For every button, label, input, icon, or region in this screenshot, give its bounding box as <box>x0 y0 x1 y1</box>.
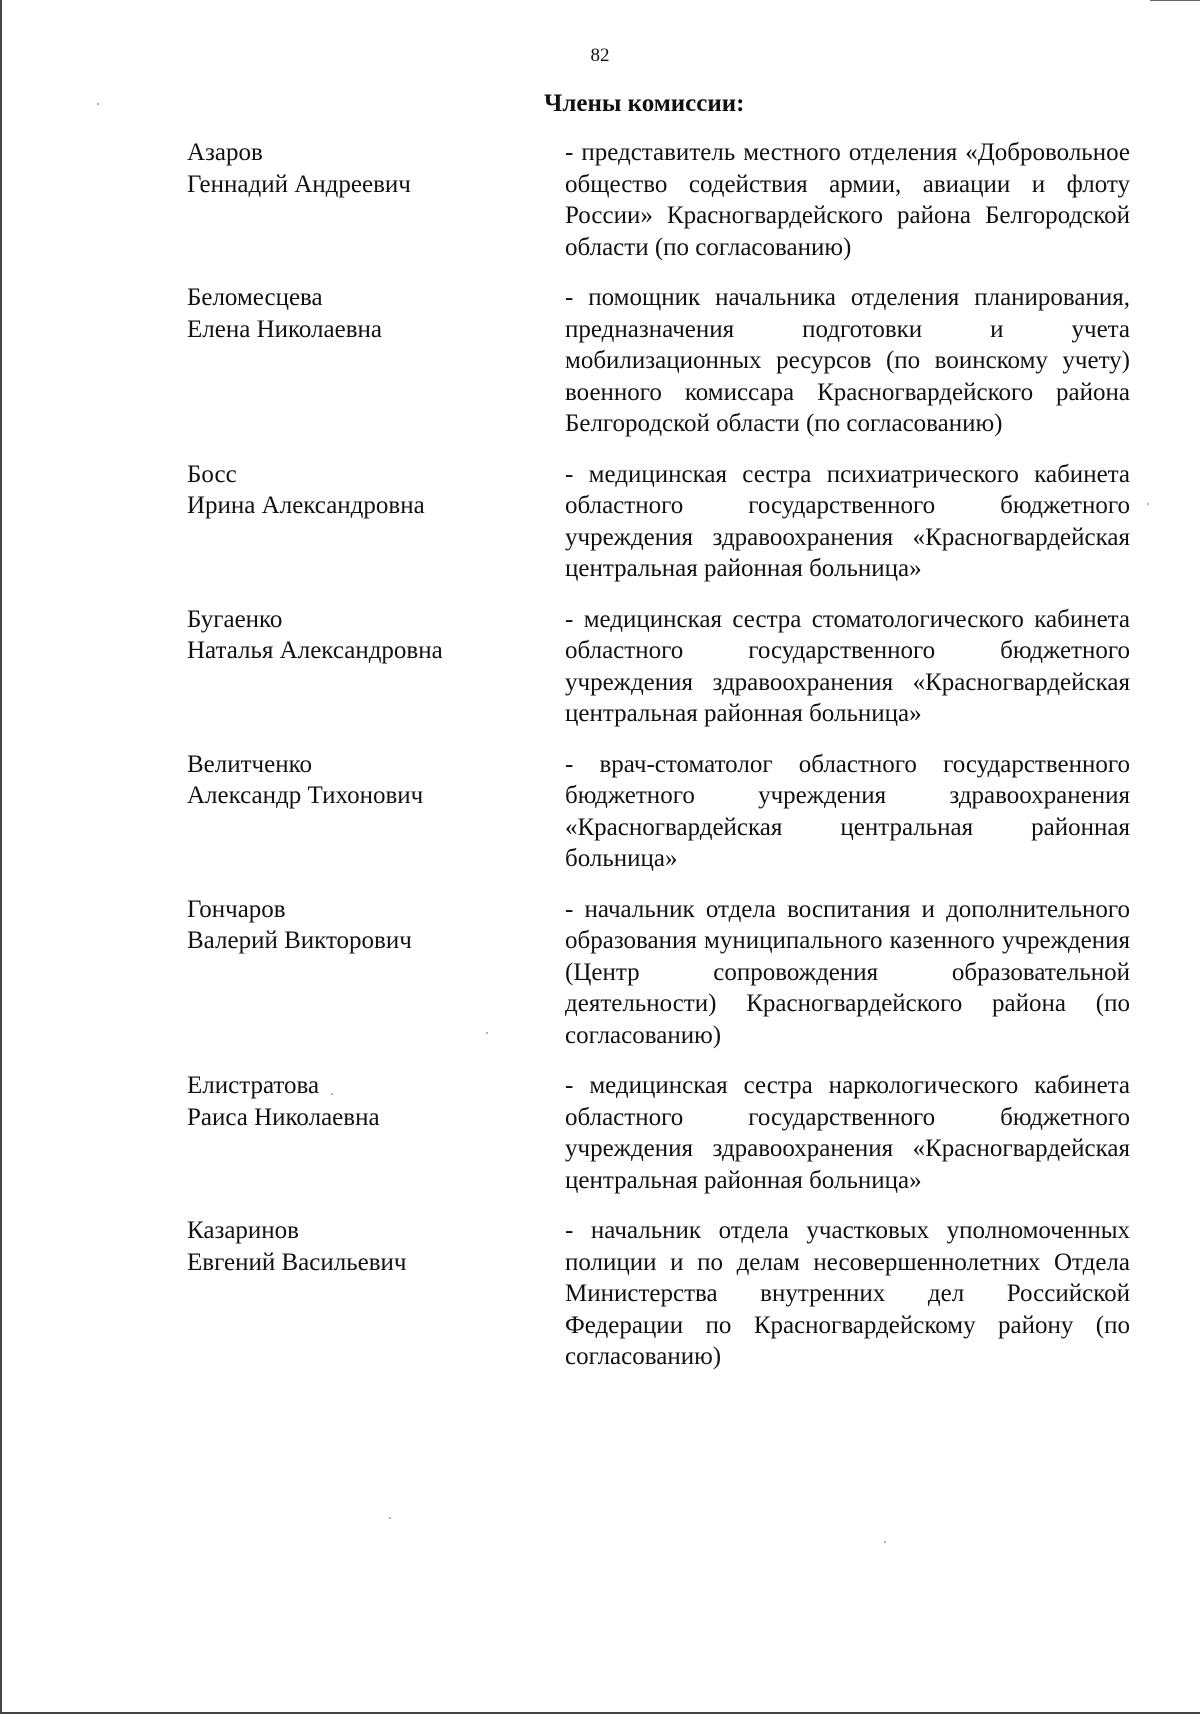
member-entry <box>187 1215 1130 1373</box>
member-entry <box>187 604 1130 730</box>
member-name <box>187 282 565 440</box>
scan-speck <box>884 1541 886 1543</box>
member-name <box>187 1070 565 1196</box>
member-position: - медицинская сестра наркологического кабинета областного государственного бюджетного учреждения здравоохранения «Красногвардейская центральная районная больница» <box>565 1072 1130 1194</box>
member-position: - медицинская сестра стоматологического кабинета областного государственного бюджетного учреждения здравоохранения «Красногвардейская центральная районная больница» <box>565 605 1130 727</box>
member-name <box>187 894 565 1052</box>
member-entry <box>187 459 1130 585</box>
member-name <box>187 137 565 263</box>
scan-speck <box>97 103 99 105</box>
scan-speck <box>486 1032 488 1034</box>
member-entry <box>187 1070 1130 1196</box>
member-surname: Велитченко <box>187 750 312 778</box>
member-surname: Азаров <box>187 139 263 166</box>
page-number: 82 <box>590 45 610 66</box>
member-given-names: Раиса Николаевна <box>187 1103 380 1131</box>
member-name <box>187 459 565 585</box>
scan-edge-left <box>0 0 2 1714</box>
members-list <box>187 137 1130 1392</box>
member-given-names: Ирина Александровна <box>187 492 425 519</box>
member-entry <box>187 894 1130 1052</box>
member-entry <box>187 282 1130 440</box>
member-name <box>187 1215 565 1373</box>
member-entry <box>187 137 1130 263</box>
member-given-names: Геннадий Андреевич <box>187 170 411 198</box>
member-surname: Гончаров <box>187 895 286 923</box>
member-name <box>187 604 565 730</box>
member-surname: Елистратова <box>187 1072 320 1099</box>
member-surname: Босс <box>187 460 237 488</box>
member-position: - врач-стоматолог областного государственного бюджетного учреждения здравоохранения «Красногвардейская центральная районная больница» <box>565 750 1130 872</box>
scan-speck <box>389 1517 391 1519</box>
member-position: - помощник начальника отделения планирования, предназначения подготовки и учета мобилизационных ресурсов (по воинскому учету) военного комиссара Красногвардейского района Белгородской области (по согласованию) <box>565 284 1130 437</box>
member-given-names: Валерий Викторович <box>187 927 412 954</box>
member-given-names: Александр Тихонович <box>187 782 424 809</box>
member-position: - медицинская сестра психиатрического кабинета областного государственного бюджетного учреждения здравоохранения «Красногвардейская центральная районная больница» <box>565 460 1130 582</box>
member-given-names: Евгений Васильевич <box>187 1248 407 1276</box>
member-surname: Беломесцева <box>187 284 323 311</box>
member-position: - представитель местного отделения «Добровольное общество содействия армии, авиации и флоту России» Красногвардейского района Белгородской области (по согласованию) <box>565 139 1130 261</box>
member-given-names: Елена Николаевна <box>187 315 382 343</box>
member-surname: Казаринов <box>187 1217 299 1244</box>
member-entry <box>187 749 1130 875</box>
member-position: - начальник отдела участковых уполномоченных полиции и по делам несовершеннолетних Отдела Министерства внутренних дел Российской Федерации по Красногвардейскому району (по согласованию) <box>565 1217 1130 1370</box>
member-position: - начальник отдела воспитания и дополнительного образования муниципального казенного учреждения (Центр сопровождения образовательной деятельности) Красногвардейского района (по согласованию) <box>565 895 1130 1049</box>
member-name <box>187 749 565 875</box>
member-given-names: Наталья Александровна <box>187 637 443 664</box>
scan-edge-top-right <box>1150 0 1200 1</box>
scan-speck <box>331 1093 333 1095</box>
scan-speck <box>1147 503 1149 505</box>
section-title: Члены комиссии: <box>544 90 745 117</box>
member-surname: Бугаенко <box>187 605 283 633</box>
